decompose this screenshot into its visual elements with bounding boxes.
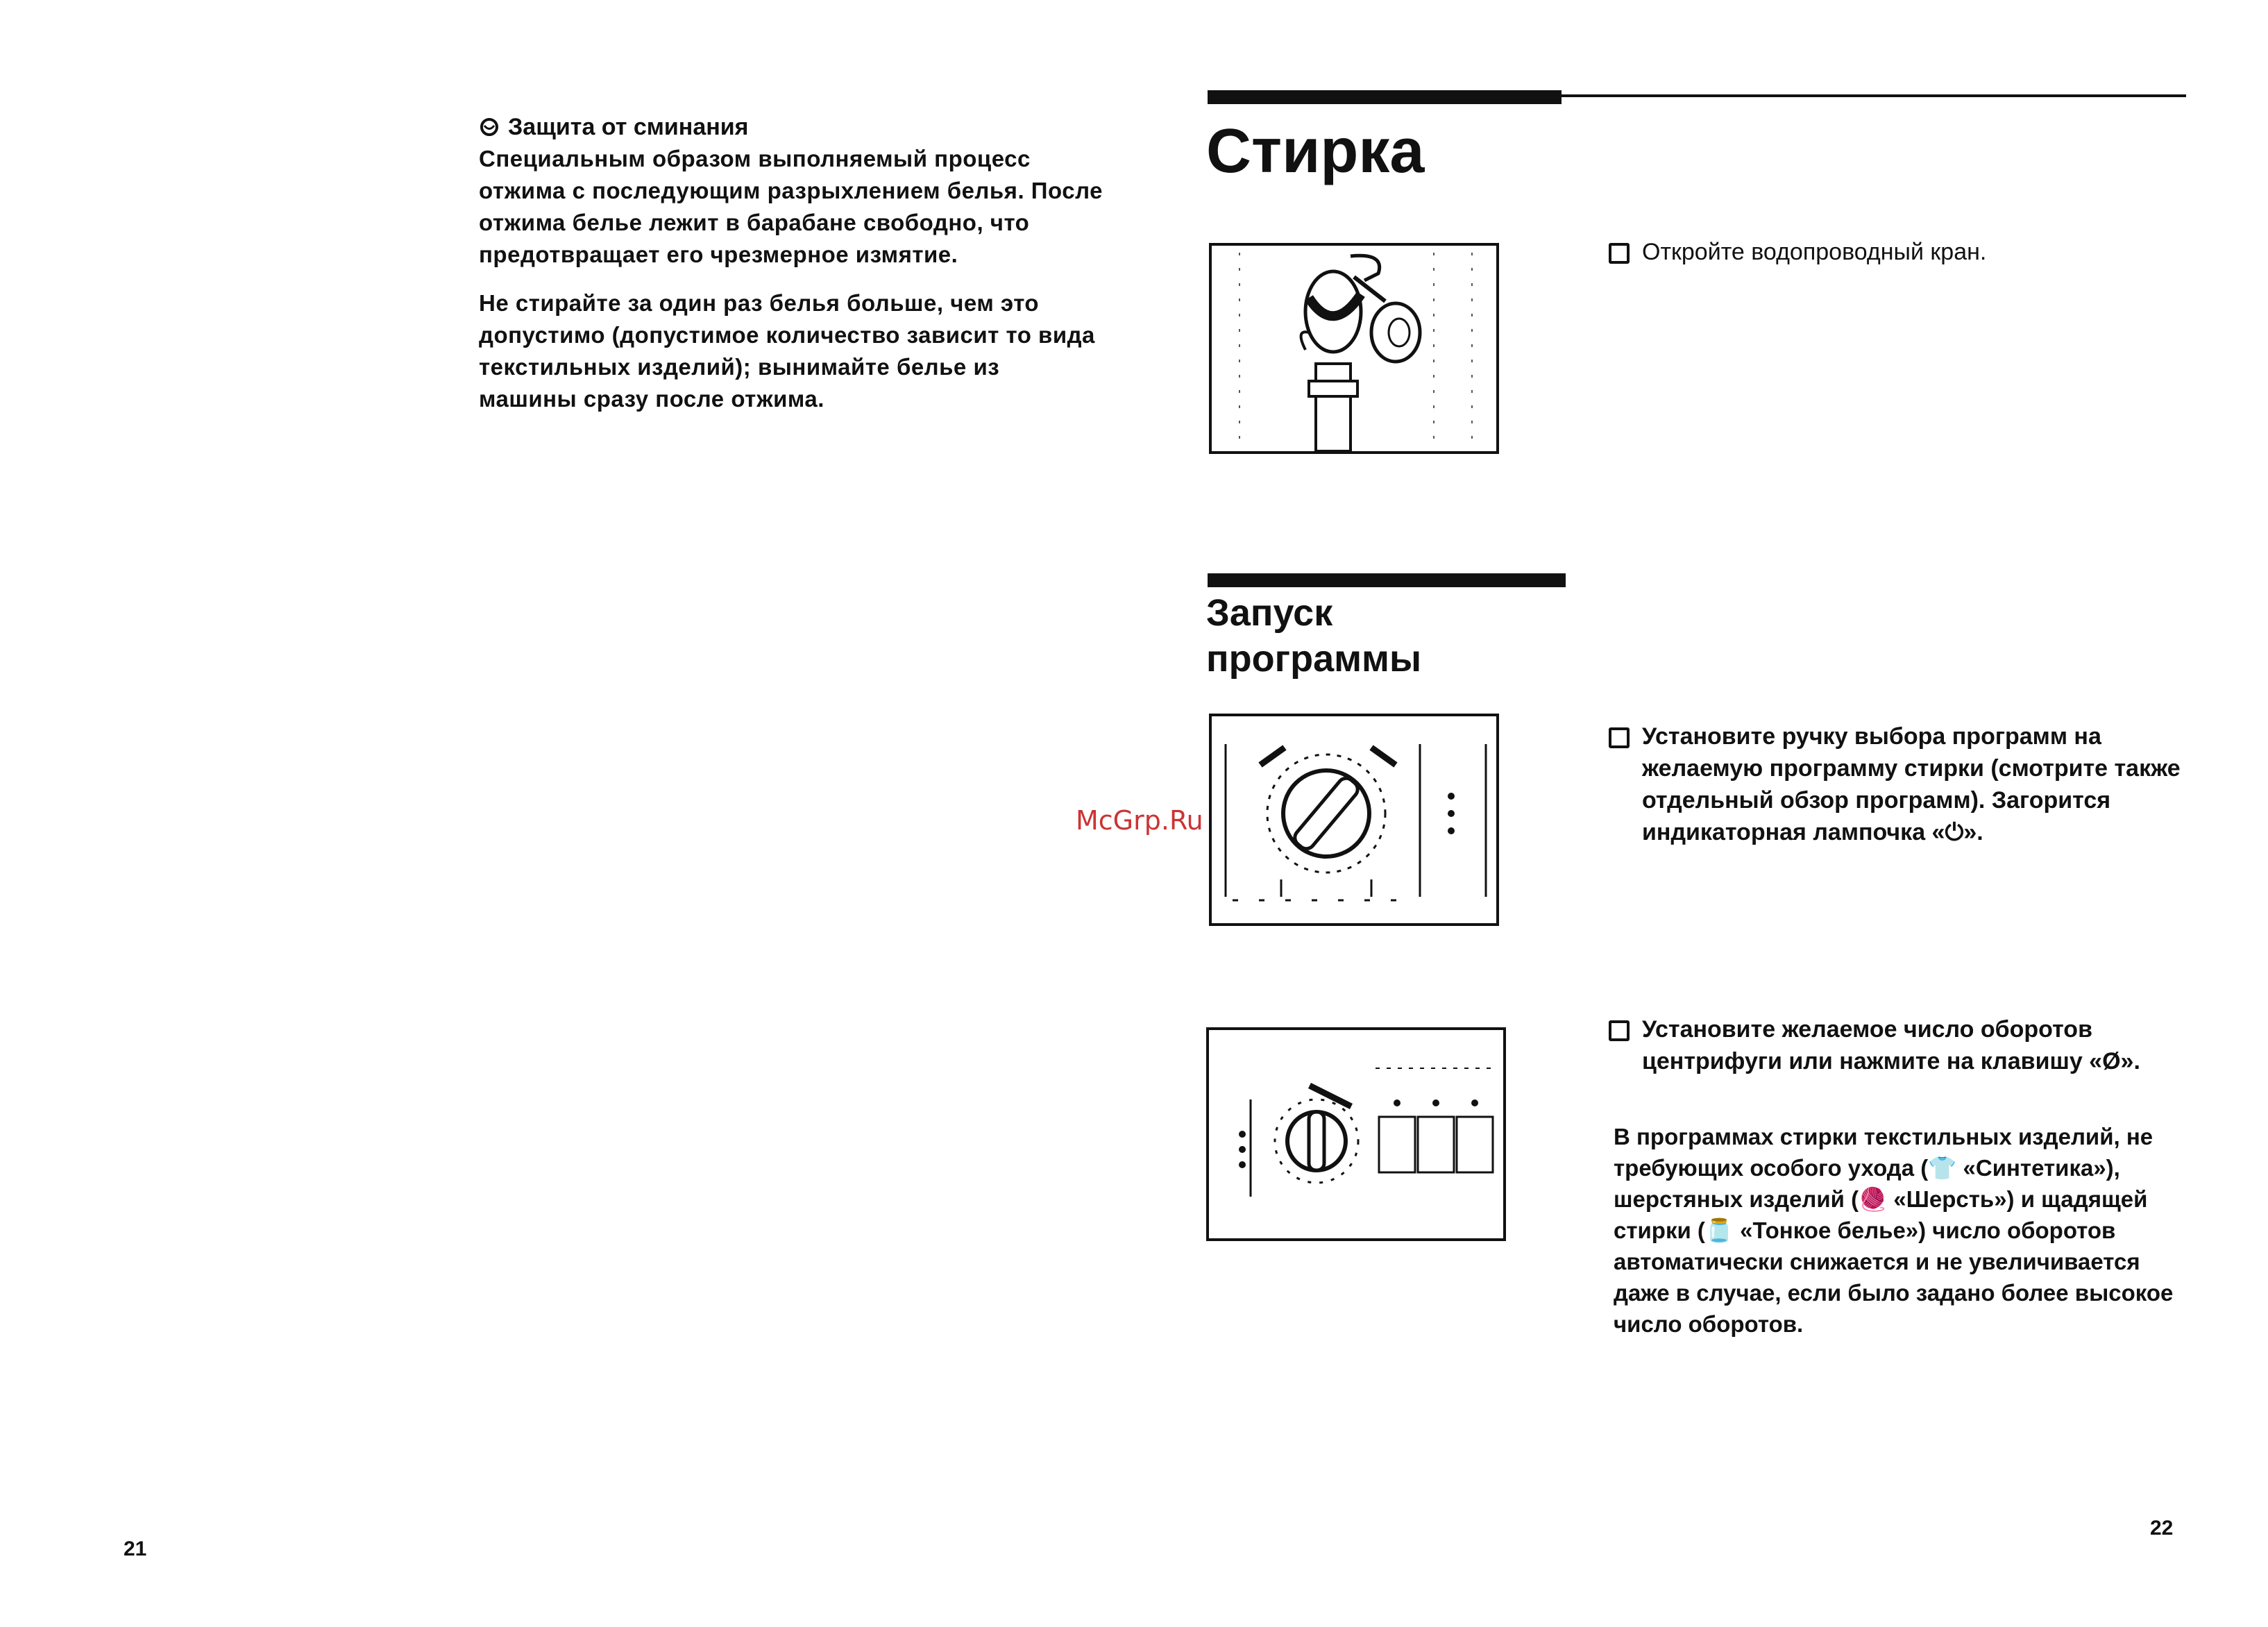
spin-dial-figure xyxy=(1206,1027,1506,1241)
load-warning-text: Не стирайте за один раз белья больше, чем это допустимо (допустимое количество зависит то вида текстильных изделий); вынимайте белье из машины сразу после отжима. xyxy=(479,290,1095,412)
step-select-program-text: Установите ручку выбора программ на желаемую программу стирки (смотрите также отдельный обзор программ). Загорится индикаторная лампочка «⏻». xyxy=(1642,723,2181,845)
section-bar xyxy=(1208,90,1562,104)
crease-guard-icon xyxy=(479,117,500,137)
subsection-title-line1: Запуск xyxy=(1206,592,1333,634)
checkbox-icon xyxy=(1609,243,1630,264)
tap-figure xyxy=(1209,243,1499,454)
crease-protection-heading xyxy=(479,111,1103,143)
step-spin-speed-text: Установите желаемое число оборотов центрифуги или нажмите на клавишу «Ø». xyxy=(1642,1016,2140,1074)
subsection-title xyxy=(1206,590,1421,682)
checkbox-icon xyxy=(1609,1020,1630,1041)
spin-note: В программах стирки текстильных изделий, не требующих особого ухода (👕 «Синтетика»), шерстяных изделий (🧶 «Шерсть») и щадящей стирки (🫙 «Тонкое белье») число оборотов автоматически снижается и не увеличивается даже в случае, если было задано более высокое число оборотов. xyxy=(1614,1124,2174,1337)
page-number-right: 22 xyxy=(2150,1517,2174,1540)
checkbox-icon xyxy=(1609,727,1630,748)
crease-protection-title: Защита от сминания xyxy=(508,114,749,140)
watermark: McGrp.Ru xyxy=(1076,805,1203,836)
crease-protection-text: Специальным образом выполняемый процесс отжима с последующим разрыхлением белья. После отжима белье лежит в барабане свободно, что предотвращает его чрезмерное измятие. xyxy=(479,146,1103,267)
step-select-program xyxy=(1609,720,2185,848)
step-open-tap xyxy=(1609,236,2199,268)
step-spin-speed xyxy=(1609,1013,2185,1077)
spin-selector-icon xyxy=(1209,1030,1503,1238)
subsection-title-line2: программы xyxy=(1206,638,1422,680)
step-open-tap-text: Откройте водопроводный кран. xyxy=(1642,239,1987,265)
program-dial-figure xyxy=(1209,714,1499,926)
left-page-text xyxy=(479,111,1103,432)
water-tap-icon xyxy=(1212,246,1496,451)
section-rule xyxy=(1562,94,2186,97)
section-title: Стирка xyxy=(1206,117,1425,186)
page-number-left: 21 xyxy=(124,1537,147,1560)
subsection-bar xyxy=(1208,573,1566,587)
program-selector-icon xyxy=(1212,716,1496,923)
